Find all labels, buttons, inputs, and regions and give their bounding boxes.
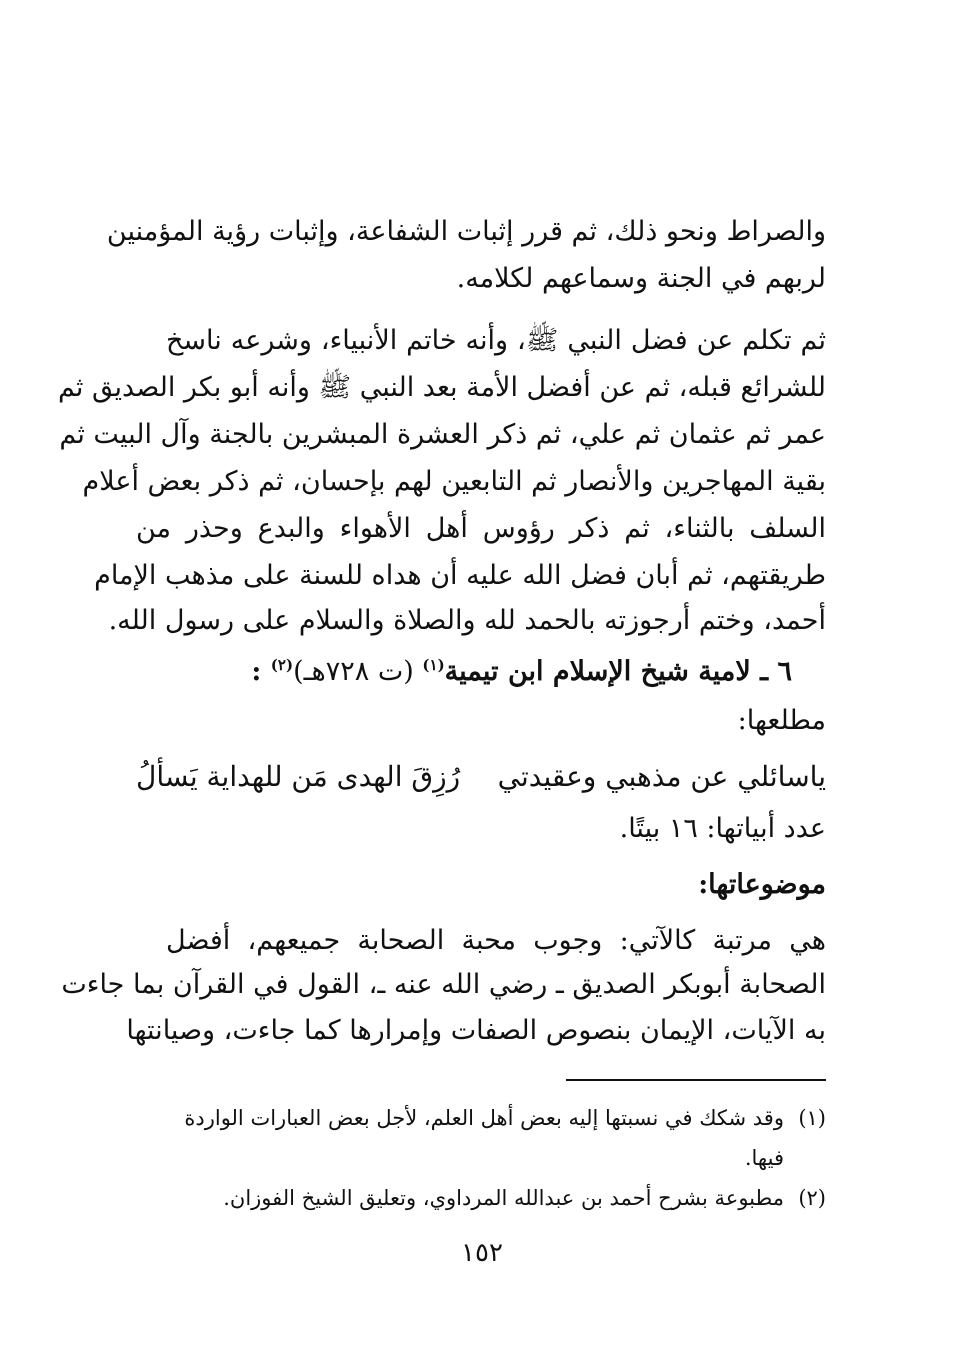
heading-date: (ت ٧٢٨هـ): [293, 656, 423, 687]
footnote-ref: (٢): [270, 656, 294, 674]
body-line: السلف بالثناء، ثم ذكر رؤوس أهل الأهواء والبدع وحذر من: [136, 513, 826, 544]
section-heading: [136, 642, 792, 695]
footnote-text: وقد شكك في نسبتها إليه بعض أهل العلم، لأجل بعض العبارات الواردة: [184, 1106, 784, 1130]
footnote-number: (١): [798, 1106, 826, 1130]
footnote-continuation: فيها.: [744, 1146, 784, 1170]
footnote-separator: [566, 1079, 826, 1081]
body-line: بقية المهاجرين والأنصار ثم التابعين لهم بإحسان، ثم ذكر بعض أعلام: [82, 466, 826, 497]
heading-colon: :: [251, 656, 271, 687]
body-line: للشرائع قبله، ثم عن أفضل الأمة بعد النبي ﷺ وأنه أبو بكر الصديق ثم: [57, 372, 826, 403]
footnote: [136, 1180, 826, 1216]
footnote-ref: (١): [422, 656, 445, 674]
body-line: الصحابة أبوبكر الصديق ـ رضي الله عنه ـ، القول في القرآن بما جاءت: [61, 969, 826, 1000]
verse-second-hemistich: رُزِقَ الهدى مَن للهداية يَسألُ: [136, 760, 461, 793]
footnote: [136, 1100, 826, 1136]
body-line: به الآيات، الإيمان بنصوص الصفات وإمرارها كما جاءت، وصيانتها: [126, 1015, 826, 1046]
matla-label: مطلعها:: [737, 705, 826, 736]
footnote-text: مطبوعة بشرح أحمد بن عبدالله المرداوي، وتعليق الشيخ الفوزان.: [223, 1186, 784, 1210]
body-line: عمر ثم عثمان ثم علي، ثم ذكر العشرة المبشرين بالجنة وآل البيت ثم: [59, 419, 826, 450]
page-number: ١٥٢: [461, 1238, 503, 1268]
topics-heading: موضوعاتها:: [698, 869, 826, 900]
body-line: لربهم في الجنة وسماعهم لكلامه.: [456, 263, 826, 294]
body-line: ثم تكلم عن فضل النبي ﷺ، وأنه خاتم الأنبياء، وشرعه ناسخ: [166, 325, 826, 356]
verse-first-hemistich: ياسائلي عن مذهبي وعقيدتي: [497, 760, 826, 793]
footnote-number: (٢): [798, 1186, 826, 1210]
body-line: طريقتهم، ثم أبان فضل الله عليه أن هداه للسنة على مذهب الإمام: [94, 560, 826, 591]
verse-count: عدد أبياتها: ١٦ بيتًا.: [619, 813, 826, 844]
body-line: أحمد، وختم أرجوزته بالحمد لله والصلاة والسلام على رسول الله.: [108, 605, 826, 636]
body-line: هي مرتبة كالآتي: وجوب محبة الصحابة جميعهم، أفضل: [166, 925, 826, 956]
body-line: والصراط ونحو ذلك، ثم قرر إثبات الشفاعة، وإثبات رؤية المؤمنين: [106, 216, 826, 247]
poem-verse: [136, 754, 826, 800]
heading-title: ٦ ـ لامية شيخ الإسلام ابن تيمية: [444, 656, 792, 687]
